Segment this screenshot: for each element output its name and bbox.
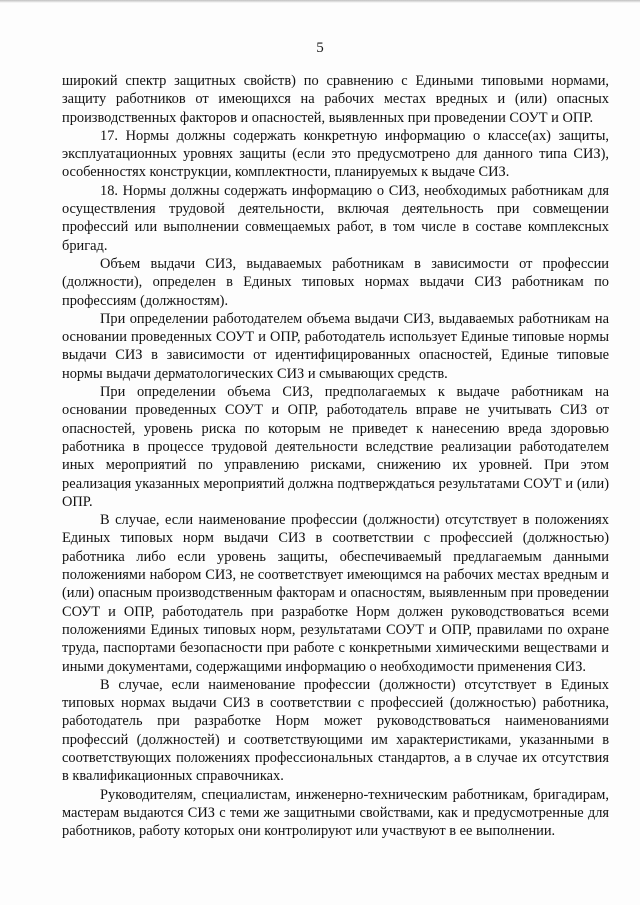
paragraph: При определении работодателем объема выдачи СИЗ, выдаваемых работникам на основании проведенных СОУТ и ОПР, работодатель использует Единые типовые нормы выдачи СИЗ в зависимости от идентифицированных опасностей, Единые типовые нормы выдачи дерматологических СИЗ и смывающих средств. — [62, 310, 609, 382]
document-body — [62, 72, 609, 840]
paragraph: В случае, если наименование профессии (должности) отсутствует в Единых типовых нормах выдачи СИЗ в соответствии с профессией (должностью) работника, работодатель при разработке Норм может руководствоваться наименованиями профессий (должностей) и соответствующими им характеристиками, указанными в соответствующих положениях профессиональных стандартов, а в случае их отсутствия в квалификационных справочниках. — [62, 676, 609, 785]
paragraph: В случае, если наименование профессии (должности) отсутствует в положениях Единых типовых норм выдачи СИЗ в соответствии с профессией (должностью) работника либо если уровень защиты, обеспечиваемый предлагаемым данными положениями набором СИЗ, не соответствует имеющимся на рабочих местах вредным и (или) опасным производственным факторам и опасностям, выявленным при проведении СОУТ и ОПР, работодатель при разработке Норм должен руководствоваться всеми положениями Единых типовых норм, результатами СОУТ и ОПР, правилами по охране труда, паспортами безопасности при работе с конкретными химическими веществами и иными документами, содержащими информацию о необходимости применения СИЗ. — [62, 512, 609, 675]
scan-edge — [0, 0, 640, 3]
paragraph: Объем выдачи СИЗ, выдаваемых работникам в зависимости от профессии (должности), определен в Единых типовых нормах выдачи СИЗ работникам по профессиям (должностям). — [62, 255, 609, 309]
paragraph: При определении объема СИЗ, предполагаемых к выдаче работникам на основании проведенных СОУТ и ОПР, работодатель вправе не учитывать СИЗ от опасностей, уровень риска по которым не приведет к нанесению вреда здоровью работника в процессе трудовой деятельности вследствие реализации работодателем иных мероприятий по управлению рисками, снижению их уровней. При этом реализация указанных мероприятий должна подтверждаться результатами СОУТ и (или) ОПР. — [62, 384, 609, 510]
page-number: 5 — [316, 40, 324, 56]
paragraph-item-18: 18. Нормы должны содержать информацию о СИЗ, необходимых работникам для осуществления трудовой деятельности, включая деятельность при совмещении профессий или выполнении совмещаемых работ, в том числе в составе комплексных бригад. — [62, 182, 609, 254]
paragraph-item-17: 17. Нормы должны содержать конкретную информацию о классе(ах) защиты, эксплуатационных уровнях защиты (если это предусмотрено для данного типа СИЗ), особенностях конструкции, комплектности, планируемых к выдаче СИЗ. — [62, 127, 609, 181]
paragraph-continuation: широкий спектр защитных свойств) по сравнению с Едиными типовыми нормами, защиту работников от имеющихся на рабочих местах вредных и (или) опасных производственных факторов и опасностей, выявленных при проведении СОУТ и ОПР. — [62, 73, 609, 126]
paragraph: Руководителям, специалистам, инженерно-техническим работникам, бригадирам, мастерам выдаются СИЗ с теми же защитными свойствами, как и предусмотренные для работников, работу которых они контролируют или участвуют в ее выполнении. — [62, 786, 609, 840]
